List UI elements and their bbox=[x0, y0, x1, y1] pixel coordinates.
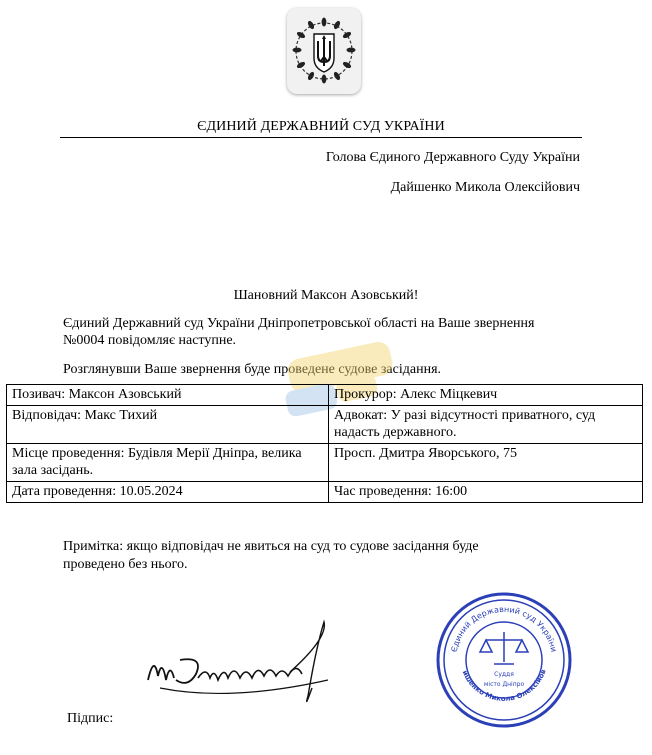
statement-paragraph: Розглянувши Ваше звернення буде проведене судове засідання. bbox=[63, 362, 442, 377]
table-row bbox=[7, 385, 643, 406]
recipient-name: Дайшенко Микола Олексійович bbox=[390, 180, 580, 195]
note-paragraph: Примітка: якщо відповідач не явиться на суд то судове засідання буде проведено без нього. bbox=[63, 539, 479, 572]
table-cell-defendant: Відповідач: Макс Тихий bbox=[7, 406, 329, 444]
handwritten-signature bbox=[140, 618, 340, 718]
table-cell-plaintiff: Позивач: Максон Азовський bbox=[7, 385, 329, 406]
table-row bbox=[7, 406, 643, 444]
heading-divider bbox=[60, 137, 582, 138]
table-cell-lawyer: Адвокат: У разі відсутності приватного, суд надасть державного. bbox=[329, 406, 643, 444]
table-cell-time: Час проведення: 16:00 bbox=[329, 482, 643, 503]
official-stamp bbox=[434, 590, 574, 730]
stamp-role: Суддя bbox=[494, 671, 514, 678]
table-cell-prosecutor: Прокурор: Алекс Міцкевич bbox=[329, 385, 643, 406]
stamp-outer-text: Єдиний Державний суд України bbox=[449, 604, 559, 653]
table-row bbox=[7, 444, 643, 482]
stamp-name-text: йшенко Микола Олексійов bbox=[460, 668, 548, 703]
table-cell-address: Просп. Дмитра Яворського, 75 bbox=[329, 444, 643, 482]
greeting: Шановний Максон Азовський! bbox=[233, 288, 419, 303]
scales-icon bbox=[480, 632, 528, 664]
table-cell-venue: Місце проведення: Будівля Мерії Дніпра, велика зала засідань. bbox=[7, 444, 329, 482]
court-name-heading: ЄДИНИЙ ДЕРЖАВНИЙ СУД УКРАЇНИ bbox=[197, 119, 445, 134]
table-row bbox=[7, 482, 643, 503]
case-details-table bbox=[6, 384, 643, 503]
recipient-position: Голова Єдиного Державного Суду України bbox=[325, 150, 580, 165]
table-cell-date: Дата проведення: 10.05.2024 bbox=[7, 482, 329, 503]
signature-label: Підпис: bbox=[67, 711, 114, 726]
intro-paragraph: Єдиний Державний суд України Дніпропетровської області на Ваше звернення №0004 повідомляє наступне. bbox=[63, 316, 535, 348]
stamp-city: місто Дніпро bbox=[483, 681, 525, 688]
coat-of-arms-emblem bbox=[287, 8, 361, 94]
